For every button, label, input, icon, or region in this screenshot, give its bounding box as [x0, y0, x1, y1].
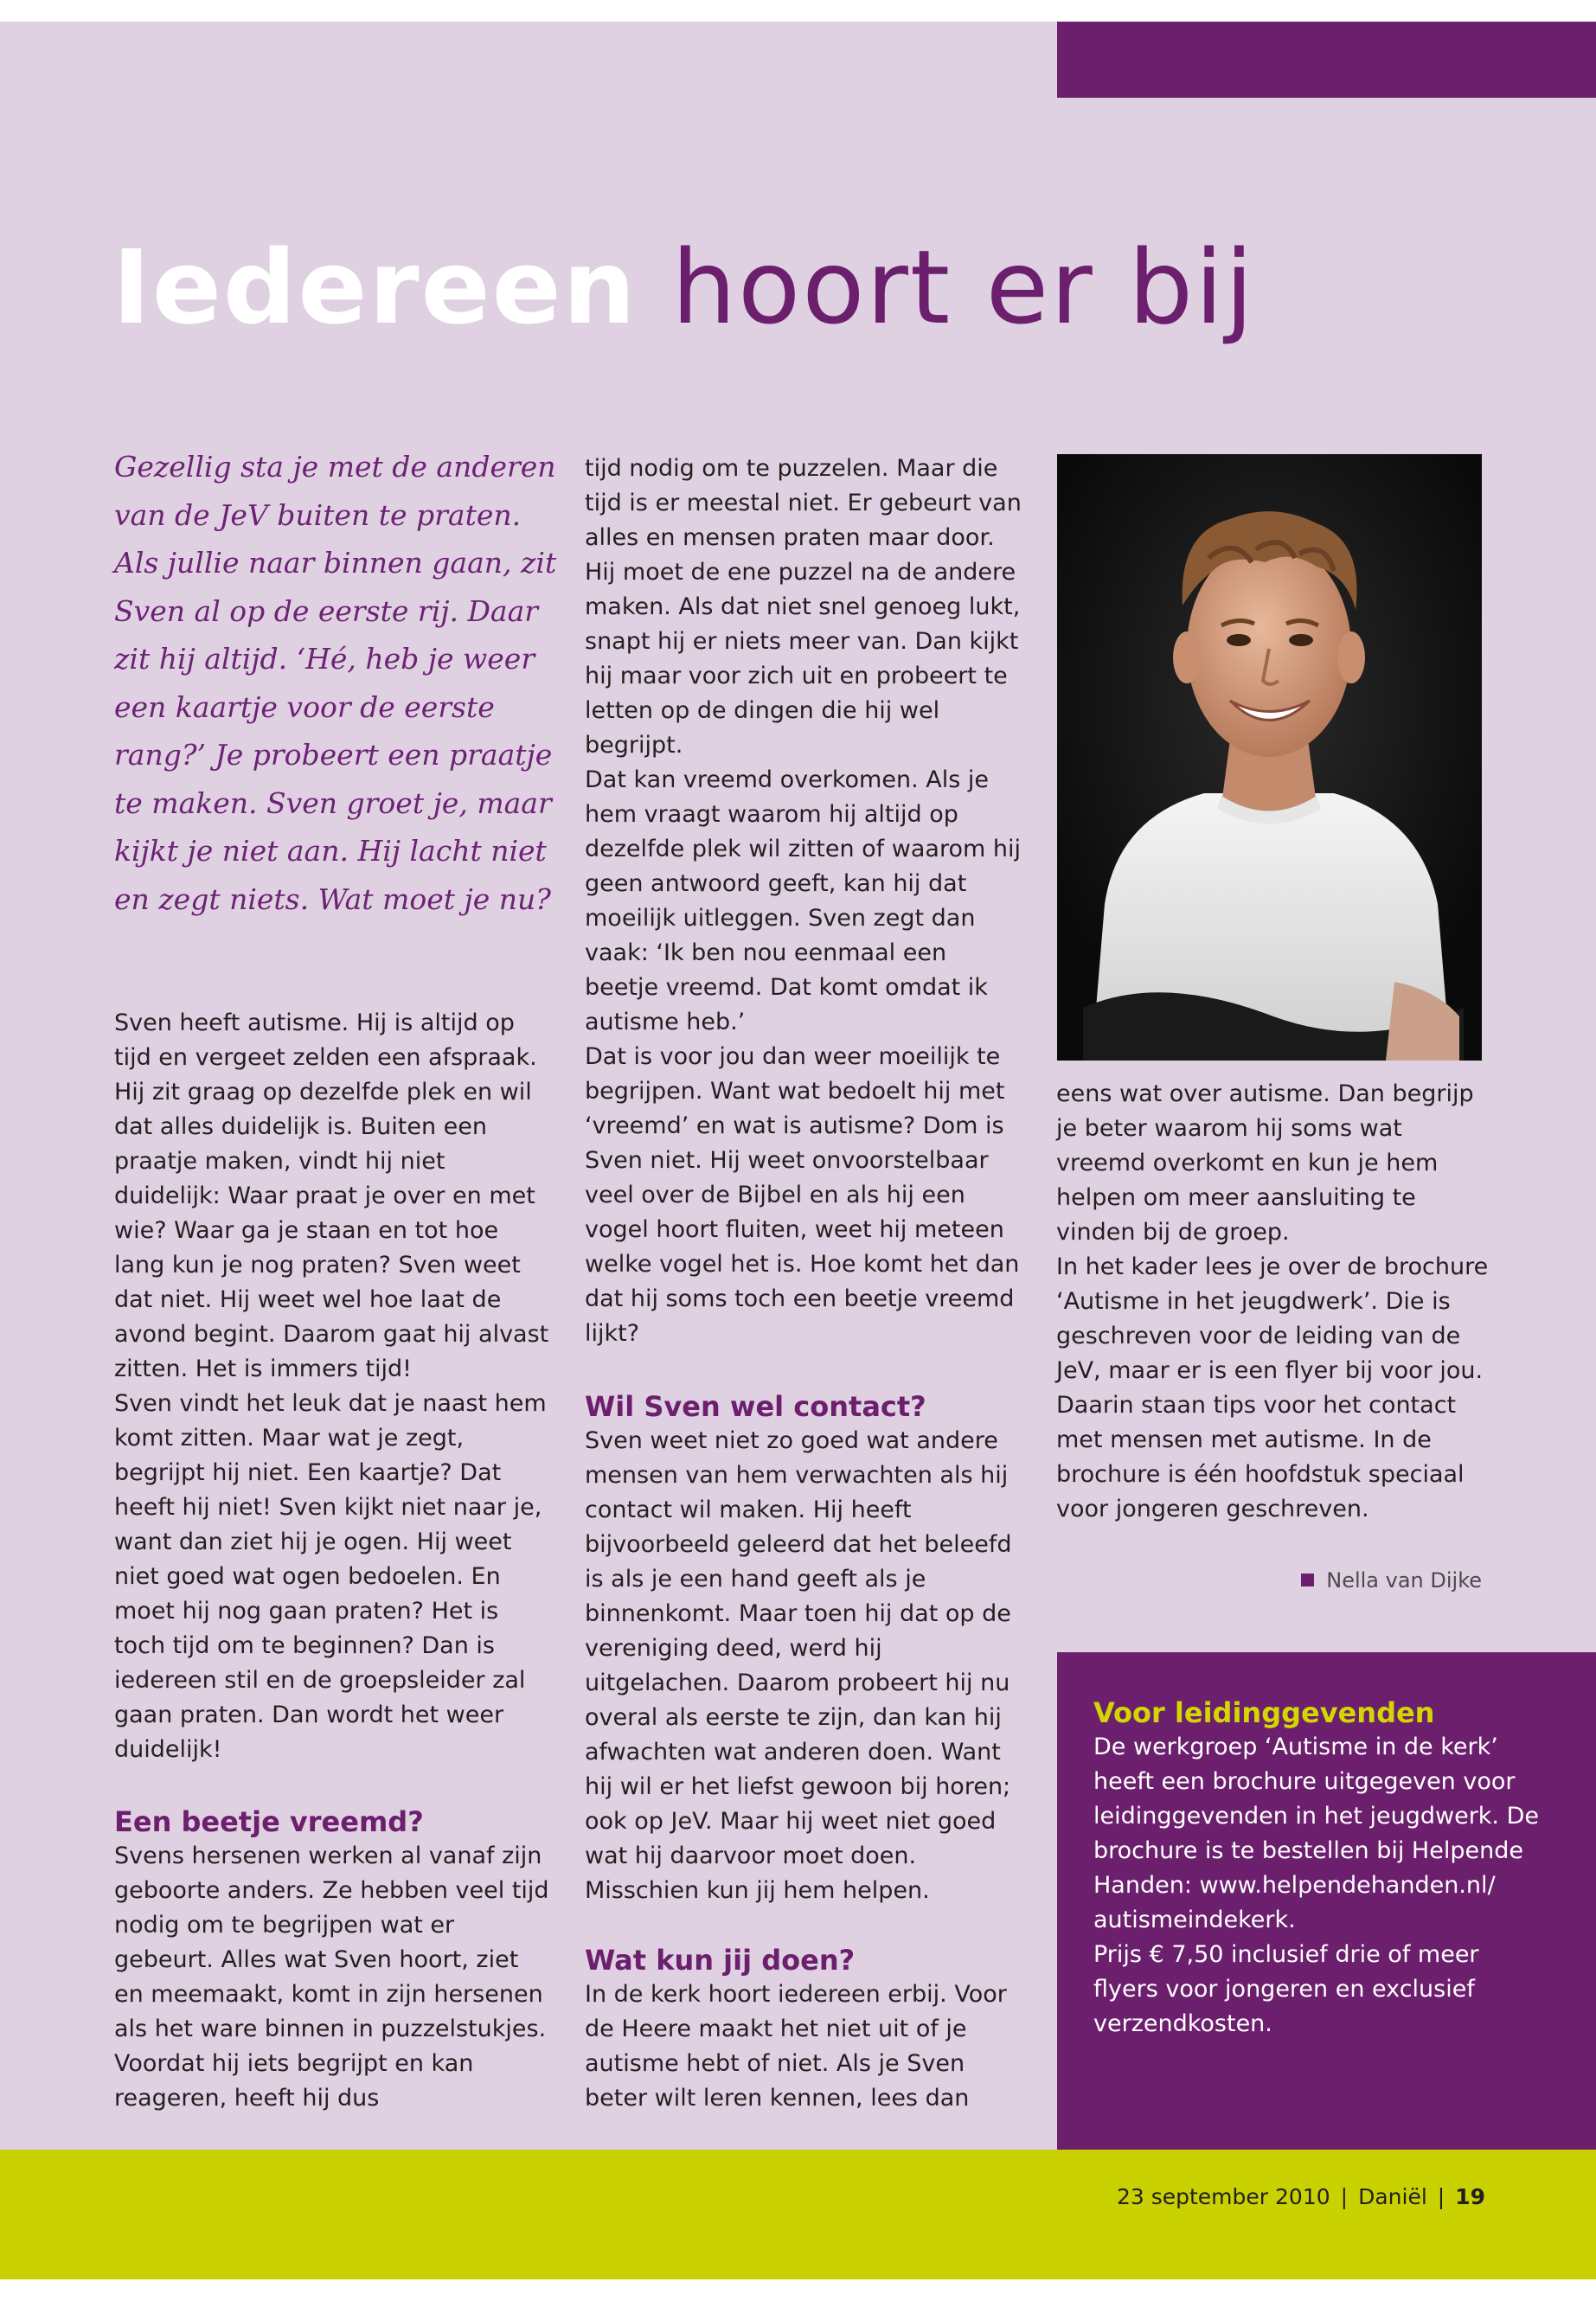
section-heading: Wil Sven wel contact?: [585, 1390, 926, 1423]
boy-portrait-illustration: [1057, 454, 1482, 1061]
article-title: [112, 227, 1255, 349]
body-paragraph: eens wat over autisme. Dan begrijp je beter waarom hij soms wat vreemd overkomt en kun je hem helpen om meer aansluiting te vinden bij de groep.: [1056, 1080, 1474, 1246]
body-paragraph: Dat kan vreemd overkomen. Als je hem vraagt waarom hij altijd op dezelfde plek wil zitten of waarom hij geen antwoord geeft, kan hij dat moeilijk uitleggen. Sven zegt dan vaak: ‘Ik ben nou eenmaal een beetje vreemd. Dat komt omdat ik autisme heb.’: [585, 766, 1021, 1035]
body-paragraph: Sven weet niet zo goed wat andere mensen van hem verwachten als hij contact wil maken. Hij heeft bijvoorbeeld geleerd dat het beleefd is als je een hand geeft als je binnenkomt. Maar toen hij dat op de vereniging deed, werd hij uitgelachen. Daarom probeert hij nu overal als eerste te zijn, dan kan hij afwachten wat anderen doen. Want hij wil er het liefst gewoon bij horen; ook op JeV. Maar hij weet niet goed wat hij daarvoor moet doen. Misschien kun jij hem helpen.: [585, 1427, 1012, 1904]
sidebar-paragraph: De werkgroep ‘Autisme in de kerk’ heeft een brochure uitgegeven voor leidinggevenden in het jeugdwerk. De brochure is te bestellen bij Helpende Handen: www.helpendehanden.nl/ autismeindekerk.: [1093, 1734, 1539, 1933]
author-name: Nella van Dijke: [1326, 1568, 1482, 1593]
sidebar-box: [1057, 1652, 1596, 2150]
title-rest: hoort er bij: [671, 228, 1255, 347]
bullet-square-icon: [1301, 1574, 1314, 1586]
body-paragraph: tijd nodig om te puzzelen. Maar die tijd is er meestal niet. Er gebeurt van alles en mensen praten maar door. Hij moet de ene puzzel na de andere maken. Als dat niet snel genoeg lukt, snapt hij er niets meer van. Dan kijkt hij maar voor zich uit en probeert te letten op de dingen die hij wel begrijpt.: [585, 455, 1022, 759]
magazine-name: Daniël: [1358, 2184, 1427, 2209]
body-paragraph: Sven heeft autisme. Hij is altijd op tijd en vergeet zelden een afspraak. Hij zit graag op dezelfde plek en wil dat alles duidelijk is. Buiten een praatje maken, vindt hij niet duidelijk: Waar praat je over en met wie? Waar ga je staan en tot hoe lang kun je nog praten? Sven weet dat niet. Hij weet wel hoe laat de avond begint. Daarom gaat hij alvast zitten. Het is immers tijd!: [114, 1009, 549, 1382]
section-heading: Wat kun jij doen?: [585, 1944, 856, 1977]
body-paragraph: Dat is voor jou dan weer moeilijk te begrijpen. Want wat bedoelt hij met ‘vreemd’ en wat is autisme? Dom is Sven niet. Hij weet onvoorstelbaar veel over de Bijbel en als hij een vogel hoort fluiten, weet hij meteen welke vogel het is. Hoe komt het dan dat hij soms toch een beetje vreemd lijkt?: [585, 1043, 1020, 1347]
footer-text: [1117, 2183, 1485, 2211]
footer-separator: |: [1340, 2184, 1349, 2209]
sidebar-heading: Voor leidinggevenden: [1093, 1696, 1435, 1729]
footer-separator: |: [1437, 2184, 1445, 2209]
footer-bar: [0, 2150, 1596, 2279]
title-bold-word: Iedereen: [112, 228, 638, 347]
body-paragraph: In het kader lees je over de brochure ‘Autisme in het jeugdwerk’. Die is geschreven voor de leiding van de JeV, maar er is een flyer bij voor jou. Daarin staan tips voor het contact met mensen met autisme. In de brochure is één hoofdstuk speciaal voor jongeren geschreven.: [1056, 1253, 1489, 1522]
author-credit: [1301, 1567, 1482, 1594]
portrait-photo: [1057, 454, 1482, 1061]
column-1-body: [114, 1006, 551, 1767]
issue-date: 23 september 2010: [1116, 2184, 1330, 2209]
body-paragraph: Sven vindt het leuk dat je naast hem komt zitten. Maar wat je zegt, begrijpt hij niet. Een kaartje? Dat heeft hij niet! Sven kijkt niet naar je, want dan ziet hij je ogen. Hij weet niet goed wat ogen bedoelen. En moet hij nog gaan praten? Het is toch tijd om te beginnen? Dan is iedereen stil en de groepsleider zal gaan praten. Dan wordt het weer duidelijk!: [114, 1390, 547, 1763]
column-3-body: [1056, 1077, 1497, 1527]
page-number: 19: [1455, 2184, 1485, 2209]
body-paragraph: Svens hersenen werken al vanaf zijn geboorte anders. Ze hebben veel tijd nodig om te begrijpen wat er gebeurt. Alles wat Sven hoort, ziet en meemaakt, komt in zijn hersenen als het ware binnen in puzzelstukjes. Voordat hij iets begrijpt en kan reageren, heeft hij dus: [114, 1843, 549, 2112]
column-1-section: [114, 1804, 551, 2116]
section-heading: Een beetje vreemd?: [114, 1805, 424, 1838]
body-paragraph: In de kerk hoort iedereen erbij. Voor de Heere maakt het niet uit of je autisme hebt of niet. Als je Sven beter wilt leren kennen, lees dan: [585, 1981, 1007, 2112]
intro-paragraph: Gezellig sta je met de anderen van de JeV buiten te praten. Als jullie naar binnen gaan, zit Sven al op de eerste rij. Daar zit hij altijd. ‘Hé, heb je weer een kaartje voor de eerste rang?’ Je probeert een praatje te maken. Sven groet je, maar kijkt je niet aan. Hij lacht niet en zegt niets. Wat moet je nu?: [114, 450, 557, 916]
sidebar-content: [1093, 1695, 1543, 2041]
column-2-body: [585, 452, 1022, 2116]
header-color-bar: [1057, 22, 1596, 98]
sidebar-paragraph: Prijs € 7,50 inclusief drie of meer flyers voor jongeren en exclusief verzendkosten.: [1093, 1941, 1479, 2037]
